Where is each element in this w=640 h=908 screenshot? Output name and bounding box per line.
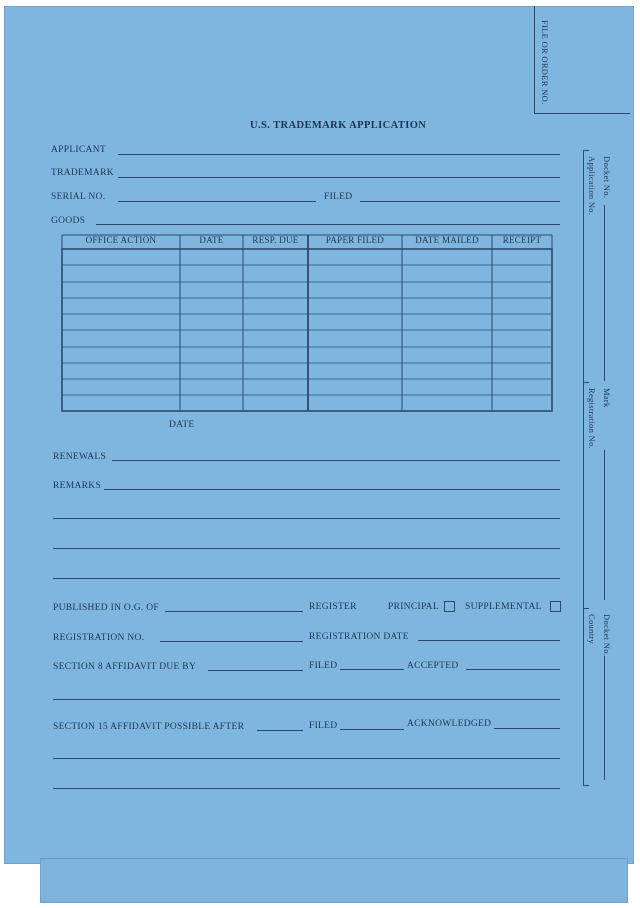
accepted-field[interactable] [466, 669, 560, 670]
serial-no-label: SERIAL NO. [51, 192, 106, 202]
table-header-receipt: RECEIPT [502, 235, 542, 245]
folder-bottom-tab [40, 858, 628, 903]
section8-filed-field[interactable] [340, 669, 404, 670]
section8-label: SECTION 8 AFFIDAVIT DUE BY [53, 662, 197, 672]
table-header-date-mailed: DATE MAILED [415, 235, 479, 245]
principal-checkbox[interactable] [444, 601, 455, 612]
remarks-field[interactable] [104, 489, 560, 490]
serial-no-field[interactable] [118, 201, 316, 202]
section15-line-3[interactable] [53, 788, 560, 789]
file-folder [4, 6, 634, 864]
goods-label: GOODS [51, 216, 86, 226]
trademark-label: TRADEMARK [51, 168, 114, 178]
supplemental-checkbox[interactable] [550, 601, 561, 612]
date-label: DATE [169, 420, 195, 430]
section8-line-2[interactable] [53, 699, 560, 700]
table-header-office-action: OFFICE ACTION [85, 235, 157, 245]
side-docket-no-1: Docket No. [602, 156, 612, 199]
accepted-label: ACCEPTED [407, 661, 459, 671]
corner-divider-vertical [534, 6, 535, 114]
side-divider-tick-4 [583, 785, 589, 786]
file-or-order-no-label: FILE OR ORDER NO. [540, 20, 550, 105]
side-divider-tick-3 [583, 608, 589, 609]
remarks-label: REMARKS [53, 481, 102, 491]
folder-fold-line [40, 858, 626, 859]
published-field[interactable] [165, 611, 303, 612]
table-header-paper-filed: PAPER FILED [325, 235, 385, 245]
side-country: Country [587, 614, 597, 644]
acknowledged-label: ACKNOWLEDGED [407, 719, 492, 729]
section8-filed-label: FILED [309, 661, 338, 671]
table-header-resp-due: RESP. DUE [252, 235, 299, 245]
filed-field[interactable] [360, 201, 560, 202]
form-title: U.S. TRADEMARK APPLICATION [250, 120, 427, 131]
register-label: REGISTER [309, 602, 357, 612]
registration-date-field[interactable] [418, 640, 560, 641]
goods-field[interactable] [96, 224, 560, 225]
trademark-field[interactable] [118, 177, 560, 178]
corner-divider-horizontal [534, 113, 630, 114]
side-application-no: Application No. [587, 156, 597, 216]
table-header-date: DATE [199, 235, 224, 245]
applicant-field[interactable] [118, 154, 560, 155]
section15-filed-label: FILED [309, 721, 338, 731]
side-divider-tick-1 [583, 150, 589, 151]
applicant-label: APPLICANT [51, 145, 106, 155]
office-action-table [62, 235, 552, 411]
remarks-line-3[interactable] [53, 548, 560, 549]
remarks-line-2[interactable] [53, 518, 560, 519]
registration-no-label: REGISTRATION NO. [53, 633, 145, 643]
side-divider [583, 150, 584, 785]
filed-label: FILED [324, 192, 353, 202]
table-grid [62, 235, 552, 411]
principal-label: PRINCIPAL [388, 602, 439, 612]
section15-filed-field[interactable] [340, 729, 404, 730]
published-label: PUBLISHED IN O.G. OF [53, 603, 160, 613]
acknowledged-field[interactable] [494, 728, 560, 729]
side-docket-no-2: Docket No. [602, 614, 612, 657]
remarks-line-4[interactable] [53, 578, 560, 579]
side-docket-no-1-line [604, 205, 605, 381]
side-country-line [604, 656, 605, 780]
side-mark: Mark [602, 388, 612, 408]
registration-no-field[interactable] [160, 641, 303, 642]
section15-label: SECTION 15 AFFIDAVIT POSSIBLE AFTER [53, 722, 245, 732]
registration-date-label: REGISTRATION DATE [309, 632, 409, 642]
side-divider-tick-2 [583, 382, 589, 383]
side-registration-no: Registration No. [587, 388, 597, 449]
supplemental-label: SUPPLEMENTAL [465, 602, 542, 612]
side-registration-no-line [604, 450, 605, 600]
renewals-label: RENEWALS [53, 452, 107, 462]
section15-line-2[interactable] [53, 758, 560, 759]
section8-due-field[interactable] [208, 670, 303, 671]
section15-after-field[interactable] [257, 730, 303, 731]
renewals-field[interactable] [112, 460, 560, 461]
